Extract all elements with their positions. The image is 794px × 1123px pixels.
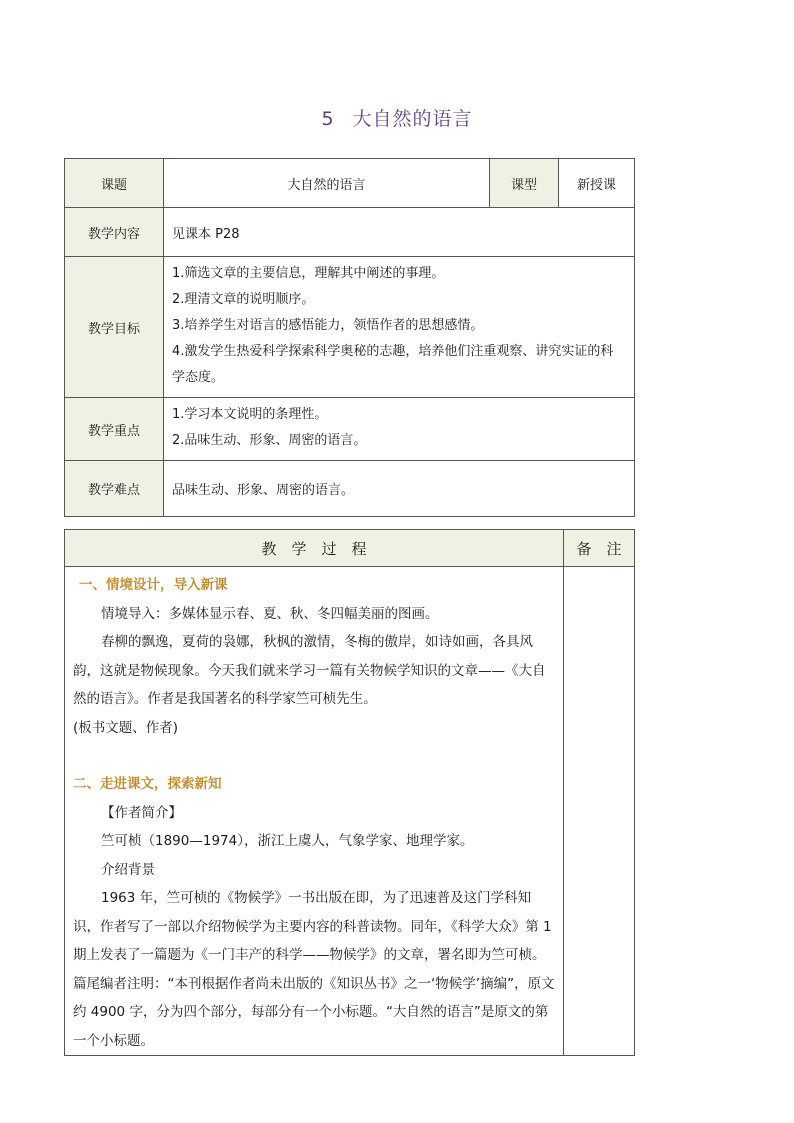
course-label: 课题 [65,159,164,208]
key-point-item: 1.学习本文说明的条理性。 [172,407,328,422]
objective-item: 2.理清文章的说明顺序。 [172,292,315,307]
notes-column [564,567,635,1056]
key-points-label: 教学重点 [65,398,164,461]
lesson-number: 5 [321,108,335,130]
paragraph: 竺可桢（1890—1974），浙江上虞人，气象学家、地理学家。 [101,833,474,849]
lesson-info-table [64,158,635,517]
type-value: 新授课 [559,159,635,208]
notes-header: 备 注 [564,530,635,567]
process-content [65,567,564,1056]
page-title [0,104,794,131]
objectives-list [164,257,635,398]
course-row [65,159,635,208]
key-point-item: 2.品味生动、形象、周密的语言。 [172,433,367,448]
difficulty-row [65,461,635,517]
spacer [73,742,555,770]
lesson-title: 大自然的语言 [352,108,473,130]
paragraph: (板书文题、作者) [73,719,179,736]
difficulty-label: 教学难点 [65,461,164,517]
section-heading: 一、情境设计，导入新课 [79,577,228,593]
teaching-process-table [64,529,635,1056]
content-row [65,208,635,257]
content-value: 见课本 P28 [164,208,635,257]
difficulty-value: 品味生动、形象、周密的语言。 [164,461,635,517]
objective-item: 3.培养学生对语言的感悟能力，领悟作者的思想感情。 [172,318,484,333]
objective-item: 4.激发学生热爱科学探索科学奥秘的志趣，培养他们注重观察、讲究实证的科学态度。 [172,344,614,385]
objective-item: 1.筛选文章的主要信息，理解其中阐述的事理。 [172,266,445,281]
subheading: 介绍背景 [101,861,155,878]
section-heading: 二、走进课文，探索新知 [73,776,222,792]
process-body-row [65,567,635,1056]
paragraph: 1963 年，竺可桢的《物候学》一书出版在即，为了迅速普及这门学科知识，作者写了一部以介绍物候学为主要内容的科普读物。同年，《科学大众》第 1 期上发表了一篇题为《一门丰产的科学——物候学》的文章，署名即为竺可桢。篇尾编者注明：“本刊根据作者尚未出版的《知识丛书》之一‘物候学’摘编”，原文约 4900 字，分为四个部分，每部分有一个小标题。“大自然的语言”是原文的第一个小标题。 [73,890,555,1049]
paragraph: 情境导入：多媒体显示春、夏、秋、冬四幅美丽的图画。 [101,605,439,622]
type-label: 课型 [490,159,559,208]
objectives-label: 教学目标 [65,257,164,398]
course-value: 大自然的语言 [164,159,490,208]
process-header: 教 学 过 程 [65,530,564,567]
process-header-row [65,530,635,567]
content-label: 教学内容 [65,208,164,257]
paragraph: 春柳的飘逸，夏荷的袅娜，秋枫的激情，冬梅的傲岸，如诗如画，各具风韵，这就是物候现象。今天我们就来学习一篇有关物候学知识的文章——《大自然的语言》。作者是我国著名的科学家竺可桢先生。 [73,634,546,707]
key-points-row [65,398,635,461]
objectives-row [65,257,635,398]
subheading: 【作者简介】 [101,804,182,821]
key-points-list [164,398,635,461]
